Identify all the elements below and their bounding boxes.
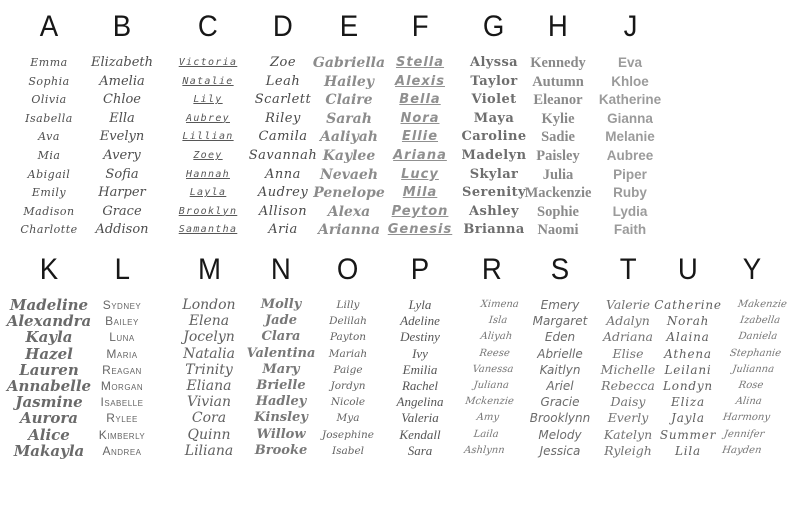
name-sample: Hailey: [324, 73, 374, 90]
name-sample: Adalyn: [606, 313, 650, 329]
font-letter-n: N: [271, 253, 291, 286]
name-sample: Madison: [23, 204, 75, 218]
font-letter-p: P: [410, 253, 430, 286]
name-sample: Valentina: [246, 345, 316, 361]
name-sample: Ella: [109, 110, 135, 126]
name-sample: Juliana: [473, 380, 510, 392]
name-sample: Zoe: [269, 55, 297, 70]
name-list-f: [378, 54, 462, 240]
font-letter-c: C: [198, 10, 218, 43]
name-sample: Paisley: [536, 147, 580, 164]
name-sample: Clara: [261, 329, 301, 345]
name-sample: Reese: [478, 347, 511, 359]
font-column-f: [378, 10, 462, 240]
name-sample: Elena: [188, 313, 230, 330]
font-column-y: [712, 253, 792, 459]
name-sample: Kennedy: [530, 55, 586, 71]
name-sample: Lauren: [19, 360, 79, 379]
name-sample: Ivy: [412, 345, 428, 361]
font-letter-u: U: [678, 253, 698, 286]
name-sample: Trinity: [185, 361, 233, 378]
name-sample: Reagan: [102, 362, 142, 377]
name-sample: Chloe: [103, 92, 141, 108]
name-list-y: [701, 297, 794, 459]
name-sample: Izabella: [739, 315, 781, 327]
name-sample: Brooklyn: [178, 205, 238, 217]
name-sample: Autumn: [532, 73, 584, 90]
name-sample: Rylee: [106, 411, 138, 426]
name-sample: Gracie: [540, 395, 580, 410]
name-sample: Riley: [265, 110, 301, 126]
name-sample: Kimberly: [98, 427, 146, 442]
name-sample: Melanie: [605, 129, 655, 145]
name-sample: Taylor: [470, 73, 518, 89]
name-sample: Payton: [329, 331, 367, 344]
name-sample: Jade: [265, 313, 297, 329]
name-sample: Grace: [102, 203, 142, 219]
name-list-j: [588, 54, 672, 240]
name-sample: Julianna: [731, 363, 775, 375]
name-sample: Paige: [333, 363, 363, 376]
name-sample: Stephanie: [729, 347, 782, 359]
name-sample: Valeria: [401, 410, 439, 426]
font-letter-t: T: [619, 253, 637, 286]
name-sample: Mila: [402, 185, 438, 201]
name-sample: Savannah: [248, 147, 318, 163]
name-sample: Aubree: [606, 147, 654, 163]
name-sample: Abrielle: [537, 346, 583, 361]
name-sample: Lillian: [182, 131, 234, 143]
name-sample: Maya: [473, 110, 515, 126]
name-sample: Jordyn: [330, 380, 366, 393]
name-sample: Gianna: [607, 110, 653, 126]
name-sample: Ryleigh: [604, 442, 652, 458]
name-sample: Kayla: [25, 328, 73, 347]
name-sample: Norah: [666, 314, 710, 329]
name-sample: Eleanor: [533, 92, 583, 109]
font-letter-m: M: [197, 253, 221, 286]
name-sample: Mckenzie: [464, 396, 515, 408]
name-sample: Harper: [98, 185, 146, 201]
name-sample: Makenzie: [737, 299, 788, 310]
font-column-j: [588, 10, 672, 240]
name-sample: Stella: [395, 55, 445, 70]
name-sample: Sadie: [541, 129, 575, 146]
name-sample: Ariana: [393, 147, 447, 163]
name-sample: Adeline: [400, 313, 440, 329]
font-letter-a: A: [39, 10, 59, 43]
name-sample: Bella: [399, 92, 441, 108]
name-sample: Madelyn: [461, 147, 527, 163]
name-sample: Jasmine: [15, 393, 83, 412]
name-sample: Sydney: [102, 298, 142, 312]
name-sample: Michelle: [600, 361, 656, 377]
name-sample: Emilia: [402, 361, 438, 377]
name-sample: Daniela: [737, 331, 778, 343]
name-sample: Abigail: [27, 167, 71, 181]
name-sample: Makayla: [13, 441, 85, 460]
font-letter-d: D: [273, 10, 293, 43]
name-sample: Summer: [659, 427, 717, 442]
font-letter-h: H: [548, 10, 568, 43]
name-sample: Avery: [103, 147, 141, 163]
name-sample: Scarlett: [254, 92, 312, 108]
name-sample: Andrea: [102, 443, 142, 458]
name-sample: Rebecca: [601, 378, 655, 394]
name-sample: Eliana: [186, 378, 232, 395]
name-sample: Natalia: [183, 345, 235, 362]
name-sample: Kendall: [399, 426, 441, 442]
font-letter-j: J: [623, 10, 637, 43]
name-sample: Cora: [191, 410, 227, 427]
name-sample: Alina: [734, 396, 763, 408]
name-sample: Jennifer: [723, 428, 766, 440]
name-sample: Naomi: [537, 222, 579, 239]
name-list-l: [78, 297, 166, 459]
name-sample: Adriana: [603, 329, 653, 345]
name-sample: Aliyah: [479, 331, 513, 343]
name-sample: Alexa: [327, 203, 371, 220]
name-sample: Londyn: [663, 379, 713, 394]
font-letter-s: S: [550, 253, 570, 286]
name-sample: Brianna: [463, 222, 525, 238]
name-sample: Genesis: [387, 222, 453, 238]
name-sample: Kaitlyn: [539, 362, 581, 377]
name-sample: Josephine: [322, 428, 374, 441]
name-sample: Amelia: [99, 73, 145, 89]
name-sample: Kaylee: [322, 147, 376, 164]
name-sample: Audrey: [257, 185, 309, 201]
name-sample: Natalie: [182, 75, 234, 87]
name-sample: Arianna: [317, 222, 381, 239]
name-sample: Brooke: [254, 442, 308, 458]
name-sample: Rachel: [401, 378, 439, 394]
name-sample: Ruby: [613, 185, 647, 201]
name-sample: Lucy: [401, 166, 439, 182]
name-sample: Elise: [612, 345, 644, 361]
name-sample: Destiny: [400, 329, 440, 345]
name-sample: Alexandra: [6, 312, 92, 331]
font-letter-k: K: [39, 253, 59, 286]
name-sample: Isabella: [25, 111, 73, 125]
name-sample: Delilah: [329, 315, 367, 328]
name-sample: Margaret: [532, 314, 588, 329]
name-sample: Nicole: [330, 396, 366, 409]
name-sample: Luna: [109, 330, 135, 345]
name-sample: Leilani: [664, 362, 712, 377]
name-sample: Lily: [193, 94, 223, 106]
name-sample: Molly: [260, 297, 302, 312]
name-sample: Julia: [542, 166, 574, 183]
name-sample: Vanessa: [471, 363, 514, 375]
name-sample: Brielle: [256, 378, 306, 394]
name-sample: Zoey: [193, 149, 223, 161]
name-sample: Melody: [538, 427, 582, 442]
name-sample: Lila: [675, 443, 701, 458]
name-sample: Aurora: [19, 409, 79, 428]
name-sample: Charlotte: [20, 223, 78, 237]
font-letter-r: R: [482, 253, 502, 286]
name-sample: Maria: [106, 346, 138, 361]
font-letter-l: L: [114, 253, 130, 286]
name-sample: Katherine: [598, 92, 662, 108]
name-sample: Khloe: [611, 73, 649, 89]
name-sample: Bailey: [105, 314, 139, 329]
name-sample: Aubrey: [186, 112, 230, 124]
name-sample: Ashlynn: [463, 444, 506, 456]
name-sample: Anna: [265, 166, 301, 182]
name-sample: Harmony: [722, 412, 771, 424]
name-sample: Jocelyn: [183, 329, 235, 346]
name-sample: Katelyn: [603, 426, 653, 442]
font-column-b: [75, 10, 169, 240]
font-letter-g: G: [483, 10, 505, 43]
font-letter-y: Y: [742, 253, 762, 286]
name-sample: Sophia: [28, 74, 70, 88]
name-sample: Faith: [613, 222, 647, 238]
name-sample: Daisy: [610, 394, 646, 410]
name-sample: Kinsley: [254, 410, 308, 426]
name-sample: Alexis: [395, 73, 445, 89]
name-sample: Ashley: [468, 203, 520, 219]
name-sample: Eva: [617, 55, 643, 70]
name-sample: Lyla: [408, 297, 432, 312]
name-sample: Alice: [28, 425, 70, 444]
font-letter-o: O: [337, 253, 359, 286]
name-sample: Everly: [607, 410, 649, 426]
name-sample: Jessica: [539, 443, 581, 458]
name-sample: Penelope: [313, 185, 385, 202]
name-sample: Brooklynn: [529, 411, 591, 426]
name-sample: Isabel: [331, 444, 365, 457]
name-sample: Claire: [325, 92, 373, 109]
name-sample: Sara: [407, 442, 433, 458]
name-sample: Eden: [544, 330, 576, 345]
name-sample: Ximena: [480, 299, 520, 310]
name-sample: Mya: [336, 412, 360, 425]
name-sample: Morgan: [100, 379, 144, 394]
name-sample: Leah: [265, 73, 301, 89]
name-sample: Emery: [540, 298, 580, 312]
name-sample: Lydia: [612, 203, 648, 219]
name-list-b: [75, 54, 169, 240]
name-sample: Mackenzie: [524, 185, 592, 202]
font-letter-b: B: [112, 10, 132, 43]
name-sample: Violet: [471, 92, 517, 108]
name-sample: Evelyn: [99, 129, 145, 145]
name-sample: Mary: [262, 361, 300, 377]
name-sample: Aria: [268, 222, 298, 238]
name-sample: Catherine: [654, 298, 722, 312]
name-sample: Skylar: [469, 166, 519, 182]
name-sample: Nora: [400, 110, 440, 126]
name-sample: Elizabeth: [90, 55, 154, 70]
name-sample: Athena: [664, 346, 712, 361]
name-sample: Victoria: [178, 57, 238, 68]
name-sample: Emma: [30, 56, 68, 69]
name-sample: Nevaeh: [320, 166, 378, 183]
name-sample: Alyssa: [469, 55, 519, 70]
name-sample: Emily: [31, 186, 67, 200]
name-sample: Hayden: [721, 444, 763, 456]
name-sample: Hazel: [25, 344, 73, 363]
name-sample: Sarah: [326, 110, 372, 127]
name-sample: Ava: [38, 130, 60, 144]
name-sample: London: [182, 297, 236, 313]
name-sample: Liliana: [184, 442, 234, 459]
name-sample: Layla: [189, 187, 227, 199]
name-sample: Alaina: [666, 330, 710, 345]
name-sample: Piper: [613, 166, 647, 182]
name-sample: Peyton: [391, 203, 449, 219]
name-sample: Hadley: [255, 394, 307, 410]
name-sample: Mariah: [328, 347, 368, 360]
name-sample: Amy: [476, 412, 500, 424]
name-sample: Valerie: [605, 297, 651, 312]
name-sample: Allison: [258, 203, 308, 219]
name-sample: Camila: [258, 129, 308, 145]
name-sample: Gabriella: [312, 55, 386, 71]
name-sample: Willow: [256, 426, 306, 442]
name-sample: Serenity: [462, 185, 526, 201]
name-sample: Annabelle: [6, 377, 92, 396]
name-sample: Sophie: [537, 203, 579, 220]
name-sample: Aaliyah: [320, 129, 378, 146]
name-sample: Angelina: [396, 394, 444, 410]
font-column-l: [78, 253, 166, 459]
name-sample: Olivia: [31, 93, 67, 107]
name-sample: Caroline: [461, 129, 527, 145]
name-sample: Quinn: [187, 426, 231, 443]
name-sample: Eliza: [671, 395, 705, 410]
name-sample: Madeline: [9, 296, 89, 314]
name-sample: Vivian: [186, 394, 232, 411]
name-sample: Kylie: [541, 110, 575, 127]
name-sample: Isabelle: [100, 395, 144, 410]
name-sample: Samantha: [178, 224, 238, 236]
name-sample: Laila: [473, 428, 500, 440]
font-letter-e: E: [339, 10, 359, 43]
name-sample: Sofia: [105, 166, 139, 182]
name-sample: Jayla: [671, 411, 705, 426]
name-sample: Hannah: [186, 168, 230, 180]
name-sample: Rose: [737, 380, 765, 392]
name-sample: Lilly: [336, 299, 360, 311]
name-sample: Mia: [37, 148, 61, 162]
name-sample: Addison: [95, 222, 149, 238]
name-sample: Ariel: [546, 379, 574, 394]
name-sample: Ellie: [401, 129, 439, 145]
name-sample: Isla: [488, 315, 508, 327]
font-letter-f: F: [411, 10, 429, 43]
